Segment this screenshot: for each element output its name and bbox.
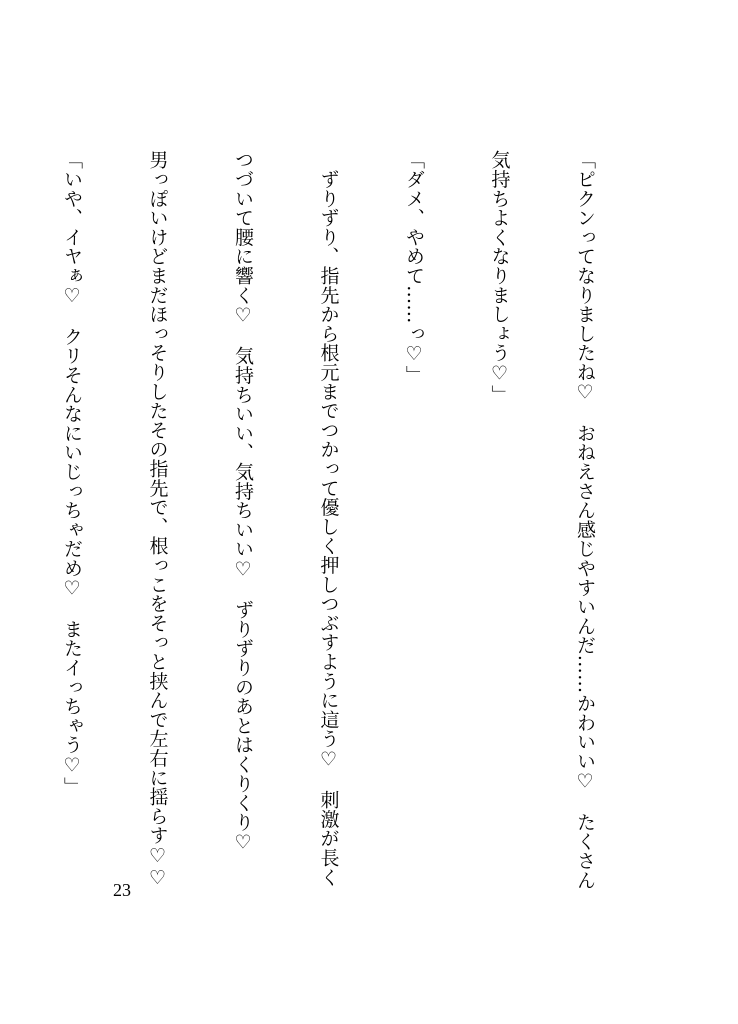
text-line: 気持ちよくなりましょう♡」 — [488, 150, 511, 404]
text-line: ずりずり、指先から根元までつかって優しく押しつぶすように這う♡ 刺激が長く — [317, 150, 340, 887]
text-line: 「ダメ、やめて……っ♡」 — [403, 150, 425, 385]
page-number: 23 — [113, 880, 131, 900]
text-line: 「ピクンってなりましたね♡ おねえさん感じやすいんだ……かわいい♡ たくさん — [574, 150, 596, 890]
text-line — [0, 150, 1, 850]
text-line: 男っぽいけどまだほっそりしたその指先で、根っこをそっと挟んで左右に揺らす♡♡ — [146, 150, 169, 890]
text-line: つづいて腰に響く♡ 気持ちいい、気持ちいい♡ ずりずりのあとはくりくり♡ — [232, 150, 254, 854]
text-line: 「いや、イヤぁ♡ クリそんなにいじっちゃだめ♡ またイっちゃう♡」 — [61, 150, 83, 796]
